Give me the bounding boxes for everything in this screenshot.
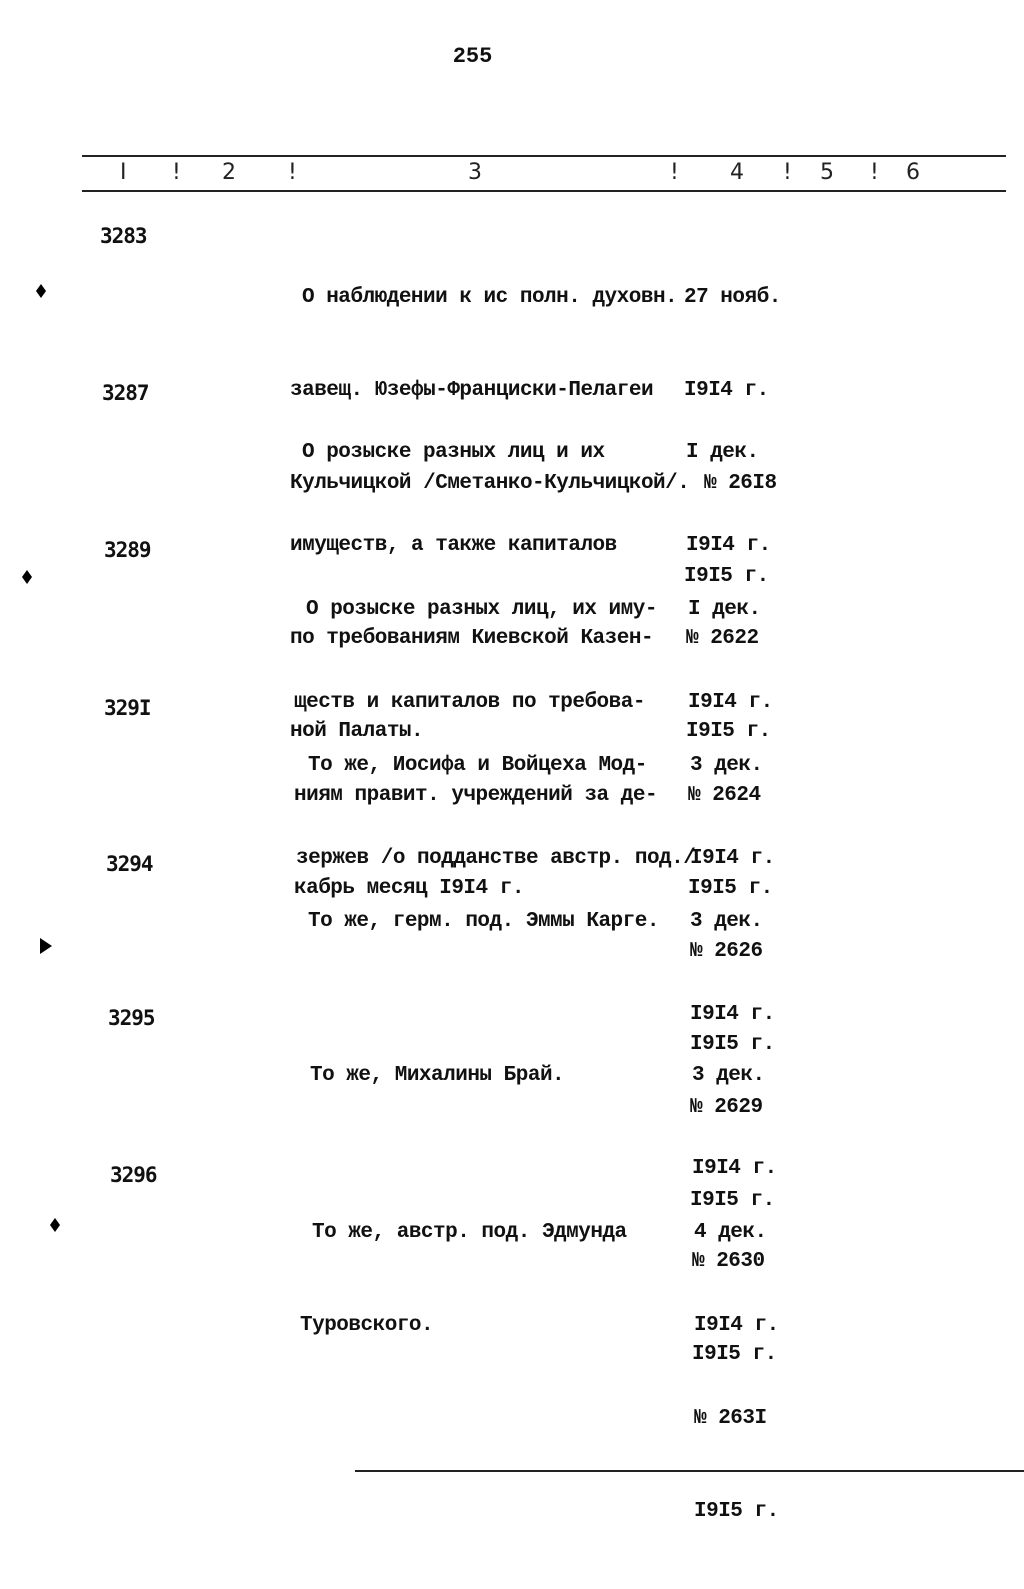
date-line: № 2629 bbox=[690, 1096, 763, 1119]
date-line: № 2624 bbox=[688, 784, 761, 807]
column-separator: ! bbox=[870, 160, 879, 185]
description-line: ниям правит. учреждений за де- bbox=[294, 784, 658, 807]
date-line: I9I5 г. bbox=[688, 877, 773, 900]
margin-punch-mark bbox=[50, 1218, 60, 1232]
description-line: То же, австр. под. Эдмунда bbox=[312, 1221, 627, 1244]
description-line: То же, герм. под. Эммы Карге. bbox=[308, 910, 659, 933]
entry-number: 3287 bbox=[102, 381, 149, 405]
entry-number: 3296 bbox=[110, 1163, 157, 1187]
date-line: I9I4 г. bbox=[688, 691, 773, 714]
entry-description bbox=[300, 1155, 627, 1403]
margin-punch-mark bbox=[22, 570, 32, 584]
margin-punch-mark bbox=[36, 284, 46, 298]
date-line: 27 нояб. bbox=[684, 286, 781, 309]
date-line: I9I4 г. bbox=[686, 534, 771, 557]
description-line: Туровского. bbox=[300, 1314, 434, 1337]
column-header-5: 5 bbox=[820, 160, 834, 185]
entry-number: 329I bbox=[104, 696, 151, 720]
entry-description bbox=[310, 998, 564, 1153]
description-line: ществ и капиталов по требова- bbox=[294, 691, 645, 714]
date-line: I дек. bbox=[686, 441, 759, 464]
entry-number: 3295 bbox=[108, 1006, 155, 1030]
column-separator: ! bbox=[670, 160, 679, 185]
description-line: ной Палаты. bbox=[290, 720, 424, 743]
column-separator: ! bbox=[172, 160, 181, 185]
date-line: I9I5 г. bbox=[692, 1343, 777, 1366]
column-separator: ! bbox=[288, 160, 297, 185]
date-line: I9I4 г. bbox=[690, 847, 775, 870]
page-number: 255 bbox=[452, 44, 493, 69]
entry-number: 3289 bbox=[104, 538, 151, 562]
entry-description bbox=[308, 844, 659, 999]
date-line: № 2630 bbox=[692, 1250, 765, 1273]
page-bottom-rule bbox=[355, 1470, 1024, 1472]
date-line: I9I5 г. bbox=[694, 1500, 779, 1523]
table-top-rule bbox=[82, 155, 1006, 157]
margin-punch-mark bbox=[40, 938, 52, 954]
description-line: завещ. Юзефы-Франциски-Пелагеи bbox=[290, 379, 654, 402]
entry-dates bbox=[694, 1155, 779, 1589]
date-line: I9I5 г. bbox=[684, 565, 769, 588]
date-line: № 2622 bbox=[686, 627, 759, 650]
entry-number: 3283 bbox=[100, 224, 147, 248]
description-line: кабрь месяц I9I4 г. bbox=[294, 877, 524, 900]
description-line: Кульчицкой /Сметанко-Кульчицкой/. bbox=[290, 472, 690, 495]
description-line: О наблюдении к ис полн. духовн. bbox=[302, 286, 678, 309]
description-line: О розыске разных лиц и их bbox=[302, 441, 605, 464]
column-header-1: I bbox=[120, 160, 127, 185]
column-header-3: 3 bbox=[468, 160, 482, 185]
column-header-6: 6 bbox=[906, 160, 920, 185]
entry-number: 3294 bbox=[106, 852, 153, 876]
date-line: 3 дек. bbox=[690, 754, 763, 777]
date-line: I9I4 г. bbox=[694, 1314, 779, 1337]
description-line: То же, Иосифа и Войцеха Мод- bbox=[308, 754, 647, 777]
description-line: по требованиям Киевской Казен- bbox=[290, 627, 654, 650]
date-line: I дек. bbox=[688, 598, 761, 621]
description-line: зержев /о подданстве австр. под./ bbox=[296, 847, 696, 870]
column-separator: ! bbox=[783, 160, 792, 185]
date-line: I9I4 г. bbox=[692, 1157, 777, 1180]
date-line: I9I4 г. bbox=[684, 379, 769, 402]
date-line: 4 дек. bbox=[694, 1221, 767, 1244]
date-line: № 2626 bbox=[690, 940, 763, 963]
column-header-4: 4 bbox=[730, 160, 744, 185]
description-line: То же, Михалины Брай. bbox=[310, 1064, 565, 1087]
date-line: I9I4 г. bbox=[690, 1003, 775, 1026]
date-line: I9I5 г. bbox=[690, 1189, 775, 1212]
description-line: О розыске разных лиц, их иму- bbox=[306, 598, 657, 621]
column-header-2: 2 bbox=[222, 160, 236, 185]
description-line: имуществ, а также капиталов bbox=[290, 534, 617, 557]
table-header-rule bbox=[82, 190, 1006, 192]
date-line: № 26I8 bbox=[704, 472, 777, 495]
date-line: № 263I bbox=[694, 1407, 767, 1430]
date-line: I9I5 г. bbox=[690, 1033, 775, 1056]
date-line: I9I5 г. bbox=[686, 720, 771, 743]
date-line: 3 дек. bbox=[692, 1064, 765, 1087]
date-line: 3 дек. bbox=[690, 910, 763, 933]
